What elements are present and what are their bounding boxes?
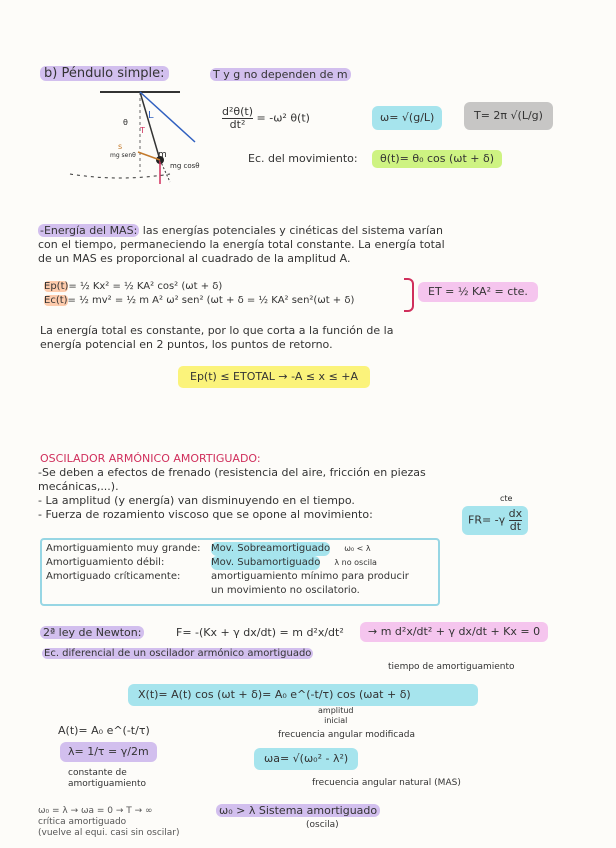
eq-mov-label: Ec. del movimiento:	[248, 152, 358, 165]
energy-ineq: Ep(t) ≤ ETOTAL → -A ≤ x ≤ +A	[178, 366, 370, 388]
lambda-formula: λ= 1/τ = γ/2m	[60, 742, 157, 762]
fig-label-m: m	[158, 150, 167, 160]
time-note: tiempo de amortiguamiento	[388, 662, 515, 672]
diff-label: Ec. diferencial de un oscilador armónico amortiguado	[44, 648, 312, 659]
damped-bullets: -Se deben a efectos de frenado (resistencia del aire, fricción en piezas mecánicas,...). - La amplitud (y energía) van disminuyendo en el tiempo. - Fuerza de rozamiento viscoso que se opone al movimiento:	[38, 466, 426, 521]
pendulum-note: T y g no dependen de m	[210, 68, 351, 82]
bottom-critical: ω₀ = λ → ωa = 0 → T → ∞ crítica amortiguado (vuelve al equi. casi sin oscilar)	[38, 806, 180, 838]
newton-label: 2ª ley de Newton:	[40, 626, 144, 640]
friction-force: FR= -γ $\frac{dx}{dt}$	[462, 506, 528, 535]
cte-label: cte	[500, 494, 513, 503]
energy-paragraph: -Energía del MAS: las energías potenciales y cinéticas del sistema varían con el tiempo, permaneciendo la energía total constante. La energía total de un MAS es proporcional al cuadrado de la amplitud A.	[38, 224, 445, 265]
fig-label-mgcos: mg cosθ	[170, 162, 200, 170]
pendulum-diff-eq: $\frac{\text{d²θ(t)}}{\text{dt²}}$ = -ω² θ(t)	[222, 105, 310, 131]
omega-a: ωa= √(ω₀² - λ²)	[254, 748, 358, 770]
damped-heading: OSCILADOR ARMÓNICO AMORTIGUADO:	[40, 452, 261, 465]
damping-cases: Amortiguamiento muy grande: Mov. Sobreamortiguado ω₀ < λ Amortiguamiento débil: Mov. Subamortiguado λ no oscila Amortiguado críticamente: amortiguamiento mínimo para producir un movimiento no oscilatorio.	[40, 538, 440, 606]
pendulum-figure	[60, 82, 210, 192]
at-formula: A(t)= A₀ e^(-t/τ)	[58, 724, 150, 737]
energy-text2: La energía total es constante, por lo que corta a la función de la energía potencial en 2 puntos, los puntos de retorno.	[40, 324, 394, 351]
eq-mov: θ(t)= θ₀ cos (ωt + δ)	[372, 150, 502, 168]
natural-note: frecuencia angular natural (MAS)	[312, 778, 461, 788]
ec-label: Ec(t)	[44, 295, 68, 306]
energy-formulas: Ep(t)= ½ Kx² = ½ KA² cos² (ωt + δ) Ec(t)= ½ mv² = ½ m A² ω² sen² (ωt + δ = ½ KA² sen²(ωt + δ)	[44, 281, 355, 306]
bottom-damped: ω₀ > λ Sistema amortiguado (oscila)	[216, 804, 380, 832]
const-note: constante de amortiguamiento	[68, 768, 146, 789]
newton-eq2: → m d²x/dt² + γ dx/dt + Kx = 0	[360, 622, 548, 642]
energy-total: ET = ½ KA² = cte.	[418, 282, 538, 302]
freq-mod-note: frecuencia angular modificada	[278, 730, 415, 740]
pendulum-title: b) Péndulo simple:	[40, 66, 169, 81]
amp-note: amplitud inicial	[318, 706, 354, 725]
fig-label-s: s	[118, 142, 123, 151]
newton-eq: F= -(Kx + γ dx/dt) = m d²x/dt²	[176, 626, 344, 639]
period-formula: T= 2π √(L/g)	[464, 102, 553, 130]
fig-label-theta: θ	[123, 118, 128, 127]
fig-label-T: T	[140, 126, 145, 135]
fig-label-L: L	[148, 110, 154, 121]
omega-formula: ω= √(g/L)	[372, 106, 442, 130]
damped-solution: X(t)= A(t) cos (ωt + δ)= A₀ e^(-t/τ) cos (ωat + δ)	[128, 684, 478, 706]
brace	[404, 278, 414, 312]
fig-label-mgsen: mg senθ	[110, 152, 136, 159]
ep-label: Ep(t)	[44, 281, 69, 292]
